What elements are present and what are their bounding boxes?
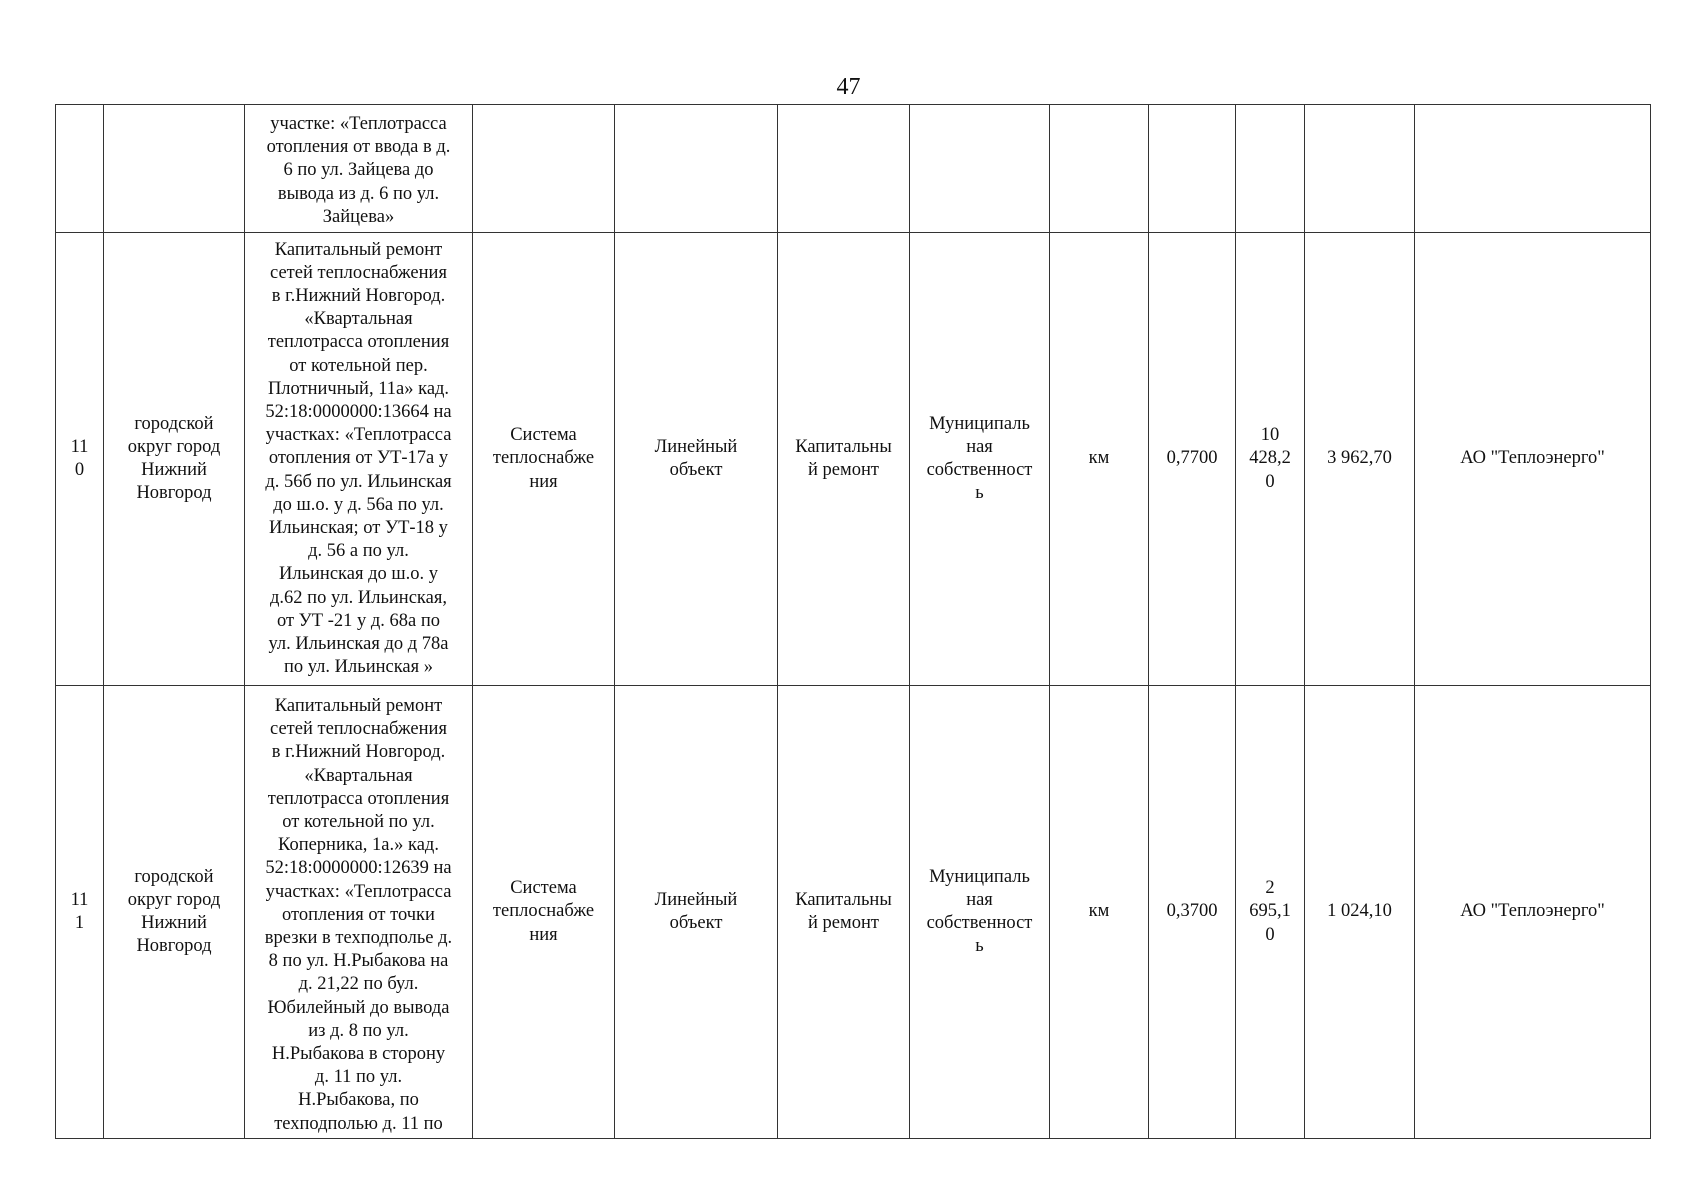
description-cell: Капитальный ремонт сетей теплоснабжения в г.Нижний Новгород. «Квартальная теплотрасса отопления от котельной пер. Плотничный, 11а» кад. 52:18:0000000:13664 на участках: «Теплотрасса отопления от УТ-17а у д. 56б по ул. Ильинская до ш.о. у д. 56а по ул. Ильинская; от УТ-18 у д. 56 а по ул. Ильинская до ш.о. у д.62 по ул. Ильинская, от УТ -21 у д. 68а по ул. Ильинская до д 78а по ул. Ильинская » xyxy=(245,233,473,686)
length-cell: 0,3700 xyxy=(1149,686,1236,1139)
page-number: 47 xyxy=(836,74,861,100)
description-cell: участке: «Теплотрасса отопления от ввода в д. 6 по ул. Зайцева до вывода из д. 6 по ул. Зайцева» xyxy=(245,105,473,233)
works-table xyxy=(55,104,1651,1139)
cost-part-cell: 1 024,10 xyxy=(1305,686,1415,1139)
ownership-cell: Муниципаль ная собственност ь xyxy=(910,233,1050,686)
organization-cell: АО "Теплоэнерго" xyxy=(1415,233,1651,686)
cost-total-cell xyxy=(1236,105,1305,233)
object-type-cell xyxy=(615,105,778,233)
row-number-cell xyxy=(56,105,104,233)
description-cell: Капитальный ремонт сетей теплоснабжения в г.Нижний Новгород. «Квартальная теплотрасса отопления от котельной по ул. Коперника, 1а.» кад. 52:18:0000000:12639 на участках: «Теплотрасса отопления от точки врезки в техподполье д. 8 по ул. Н.Рыбакова на д. 21,22 по бул. Юбилейный до вывода из д. 8 по ул. Н.Рыбакова в сторону д. 11 по ул. Н.Рыбакова, по техподполью д. 11 по xyxy=(245,686,473,1139)
territory-cell: городской округ город Нижний Новгород xyxy=(104,233,245,686)
table-row xyxy=(56,105,1651,233)
organization-cell xyxy=(1415,105,1651,233)
table-row xyxy=(56,233,1651,686)
cost-total-cell: 2 695,1 0 xyxy=(1236,686,1305,1139)
row-number-cell: 11 0 xyxy=(56,233,104,686)
length-cell: 0,7700 xyxy=(1149,233,1236,686)
territory-cell xyxy=(104,105,245,233)
territory-cell: городской округ город Нижний Новгород xyxy=(104,686,245,1139)
work-type-cell: Капитальны й ремонт xyxy=(778,233,910,686)
length-cell xyxy=(1149,105,1236,233)
ownership-cell: Муниципаль ная собственност ь xyxy=(910,686,1050,1139)
cost-total-cell: 10 428,2 0 xyxy=(1236,233,1305,686)
ownership-cell xyxy=(910,105,1050,233)
system-cell: Система теплоснабже ния xyxy=(473,233,615,686)
unit-cell xyxy=(1050,105,1149,233)
organization-cell: АО "Теплоэнерго" xyxy=(1415,686,1651,1139)
system-cell: Система теплоснабже ния xyxy=(473,686,615,1139)
table-row xyxy=(56,686,1651,1139)
work-type-cell xyxy=(778,105,910,233)
row-number-cell: 11 1 xyxy=(56,686,104,1139)
system-cell xyxy=(473,105,615,233)
work-type-cell: Капитальны й ремонт xyxy=(778,686,910,1139)
unit-cell: км xyxy=(1050,233,1149,686)
cost-part-cell: 3 962,70 xyxy=(1305,233,1415,686)
cost-part-cell xyxy=(1305,105,1415,233)
object-type-cell: Линейный объект xyxy=(615,233,778,686)
unit-cell: км xyxy=(1050,686,1149,1139)
object-type-cell: Линейный объект xyxy=(615,686,778,1139)
